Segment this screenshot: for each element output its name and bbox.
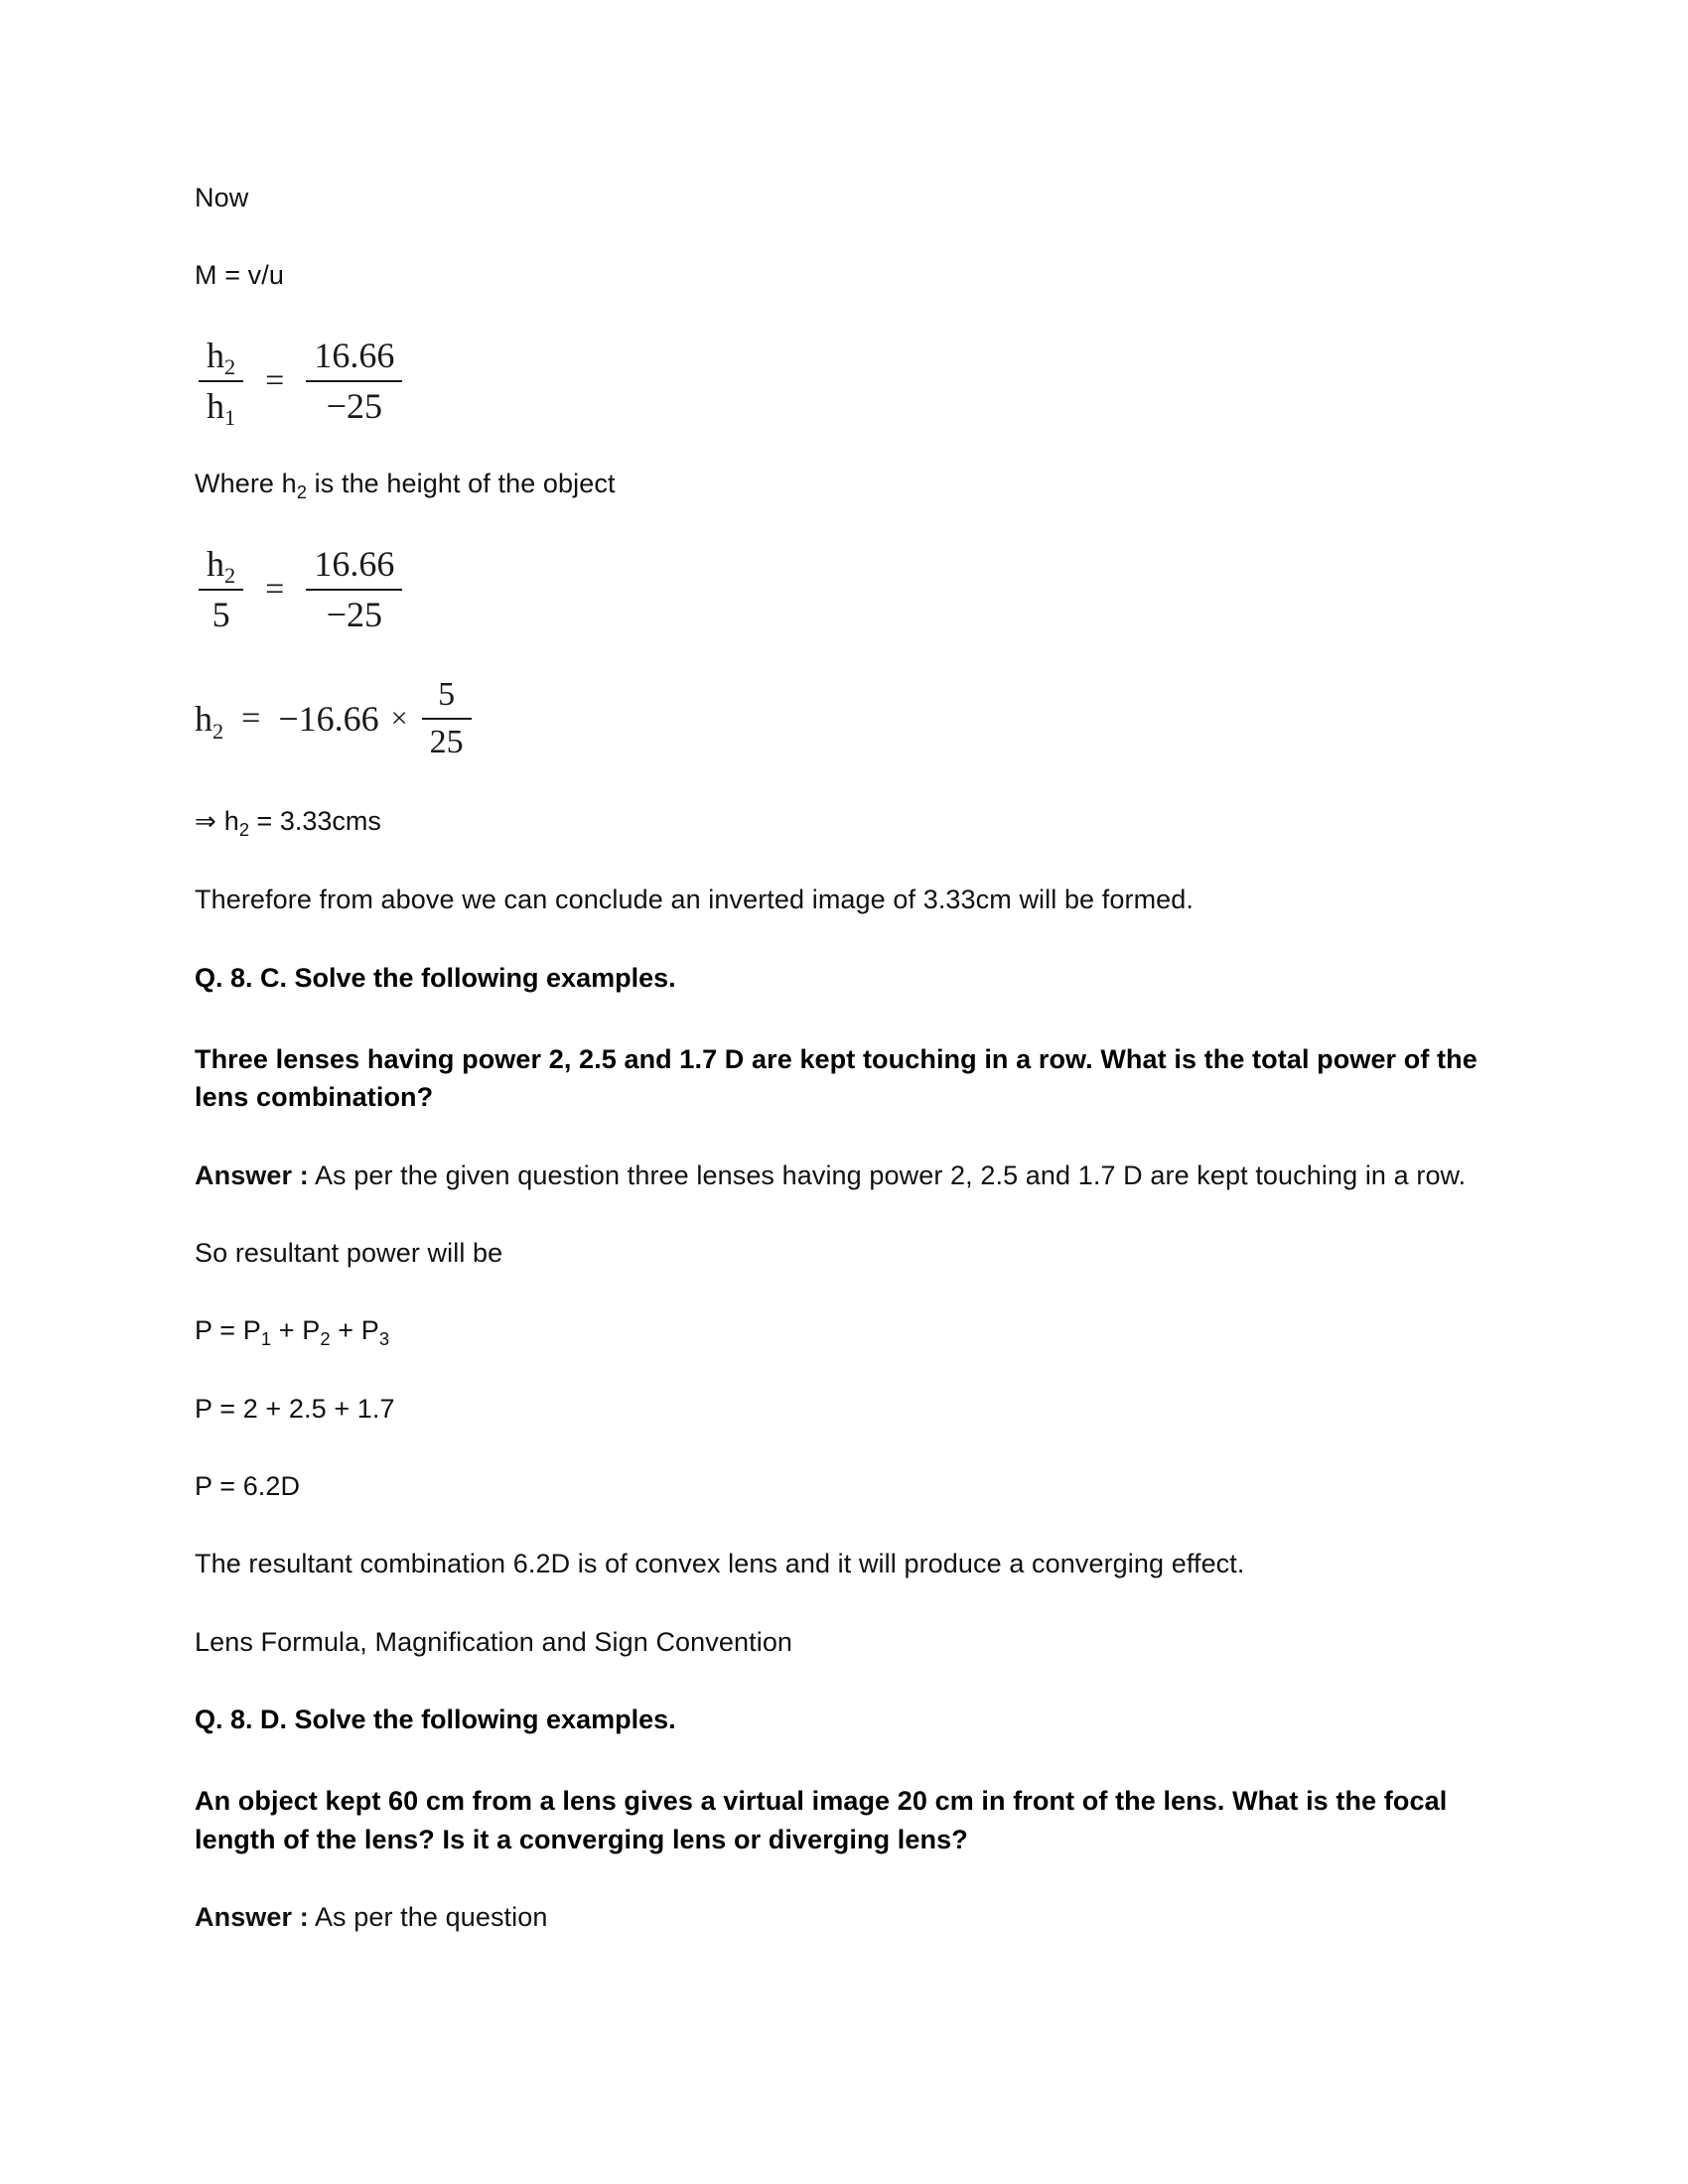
variable-p: P xyxy=(195,1315,212,1346)
text-magnification-formula: M = v/u xyxy=(195,260,284,291)
fraction-bar xyxy=(306,380,402,382)
text-conclusion: Therefore from above we can conclude an inverted image of 3.33cm will be formed. xyxy=(195,885,1195,915)
equation-h2-calculation xyxy=(195,673,1485,764)
fraction-5-over-25 xyxy=(418,675,476,763)
plus-sign: + xyxy=(330,1315,361,1346)
fraction-1666-over-neg25 xyxy=(302,543,406,636)
equation-magnification-ratio-2 xyxy=(195,543,1485,636)
subscript: 2 xyxy=(320,1327,331,1349)
answer-q8c xyxy=(195,1157,1485,1194)
fraction-numerator: 16.66 xyxy=(314,335,395,375)
where-suffix: is the height of the object xyxy=(307,469,616,499)
text-topic-line: Lens Formula, Magnification and Sign Convention xyxy=(195,1626,793,1657)
fraction-denominator: 25 xyxy=(429,724,464,761)
fraction-numerator: h2 xyxy=(207,335,236,379)
fraction-denominator: −25 xyxy=(326,594,382,634)
variable-p3: P xyxy=(360,1315,379,1346)
variable-p1: P xyxy=(242,1315,261,1346)
heading-q8d: Q. 8. D. Solve the following examples. xyxy=(195,1705,676,1734)
variable-h: h xyxy=(223,806,239,837)
subscript: 3 xyxy=(378,1327,390,1349)
text-now: Now xyxy=(195,183,249,212)
document-content xyxy=(195,179,1485,1976)
answer-label: Answer : xyxy=(195,1160,309,1190)
heading-q8c: Q. 8. C. Solve the following examples. xyxy=(195,962,676,993)
fraction-bar xyxy=(306,589,402,591)
equals-sign: = xyxy=(265,570,285,608)
formula-power-total: P = 6.2D xyxy=(195,1471,301,1502)
fraction-denominator: −25 xyxy=(326,385,382,426)
text-so-resultant-power: So resultant power will be xyxy=(195,1238,503,1269)
subscript: 2 xyxy=(224,562,236,588)
subscript: 2 xyxy=(238,818,250,840)
equals-sign: = xyxy=(241,700,261,738)
answer-label: Answer : xyxy=(195,1901,309,1932)
variable-h2: h2 xyxy=(195,699,224,744)
fraction-numerator: 5 xyxy=(438,675,456,713)
where-prefix: Where h xyxy=(195,469,297,499)
text-resultant-combination: The resultant combination 6.2D is of convex lens and it will produce a converging effect. xyxy=(195,1549,1245,1579)
fraction-bar xyxy=(422,718,472,720)
answer-body: As per the given question three lenses having power 2, 2.5 and 1.7 D are kept touching in a row. xyxy=(308,1160,1467,1190)
fraction-bar xyxy=(199,589,243,591)
fraction-bar xyxy=(199,380,243,382)
equals-sign: = xyxy=(211,1315,243,1346)
answer-body: As per the question xyxy=(308,1901,548,1932)
plus-sign: + xyxy=(271,1315,303,1346)
subscript: 1 xyxy=(260,1327,272,1349)
formula-power-sum xyxy=(195,1311,1485,1349)
fraction-denominator: 5 xyxy=(211,594,230,634)
text-where-h2-definition xyxy=(195,465,1485,502)
question-q8c: Three lenses having power 2, 2.5 and 1.7 D are kept touching in a row. What is the total power of the lens combination? xyxy=(195,1044,1477,1113)
double-right-arrow-icon: ⇒ xyxy=(195,807,216,838)
fraction-numerator: 16.66 xyxy=(314,543,395,584)
value-neg-1666: −16.66 xyxy=(278,699,379,740)
fraction-h2-over-5 xyxy=(195,543,247,636)
multiplication-sign: × xyxy=(390,702,408,736)
fraction-denominator: h1 xyxy=(207,385,236,430)
fraction-1666-over-neg25 xyxy=(302,335,406,428)
variable-p2: P xyxy=(302,1315,321,1346)
fraction-numerator: h2 xyxy=(207,543,236,588)
subscript: 2 xyxy=(296,480,308,502)
text-h2-result xyxy=(195,802,1485,841)
subscript: 1 xyxy=(224,404,236,430)
fraction-h2-over-h1 xyxy=(195,335,247,428)
equals-sign: = xyxy=(265,361,285,399)
formula-power-values: P = 2 + 2.5 + 1.7 xyxy=(195,1393,395,1424)
h2-value: = 3.33cms xyxy=(249,806,381,837)
subscript: 2 xyxy=(212,718,224,744)
question-q8d: An object kept 60 cm from a lens gives a virtual image 20 cm in front of the lens. What is the focal length of the lens? Is it a converging lens or diverging lens? xyxy=(195,1786,1448,1854)
equation-magnification-ratio-1 xyxy=(195,335,1485,428)
subscript: 2 xyxy=(224,353,236,379)
answer-q8d xyxy=(195,1898,1485,1936)
